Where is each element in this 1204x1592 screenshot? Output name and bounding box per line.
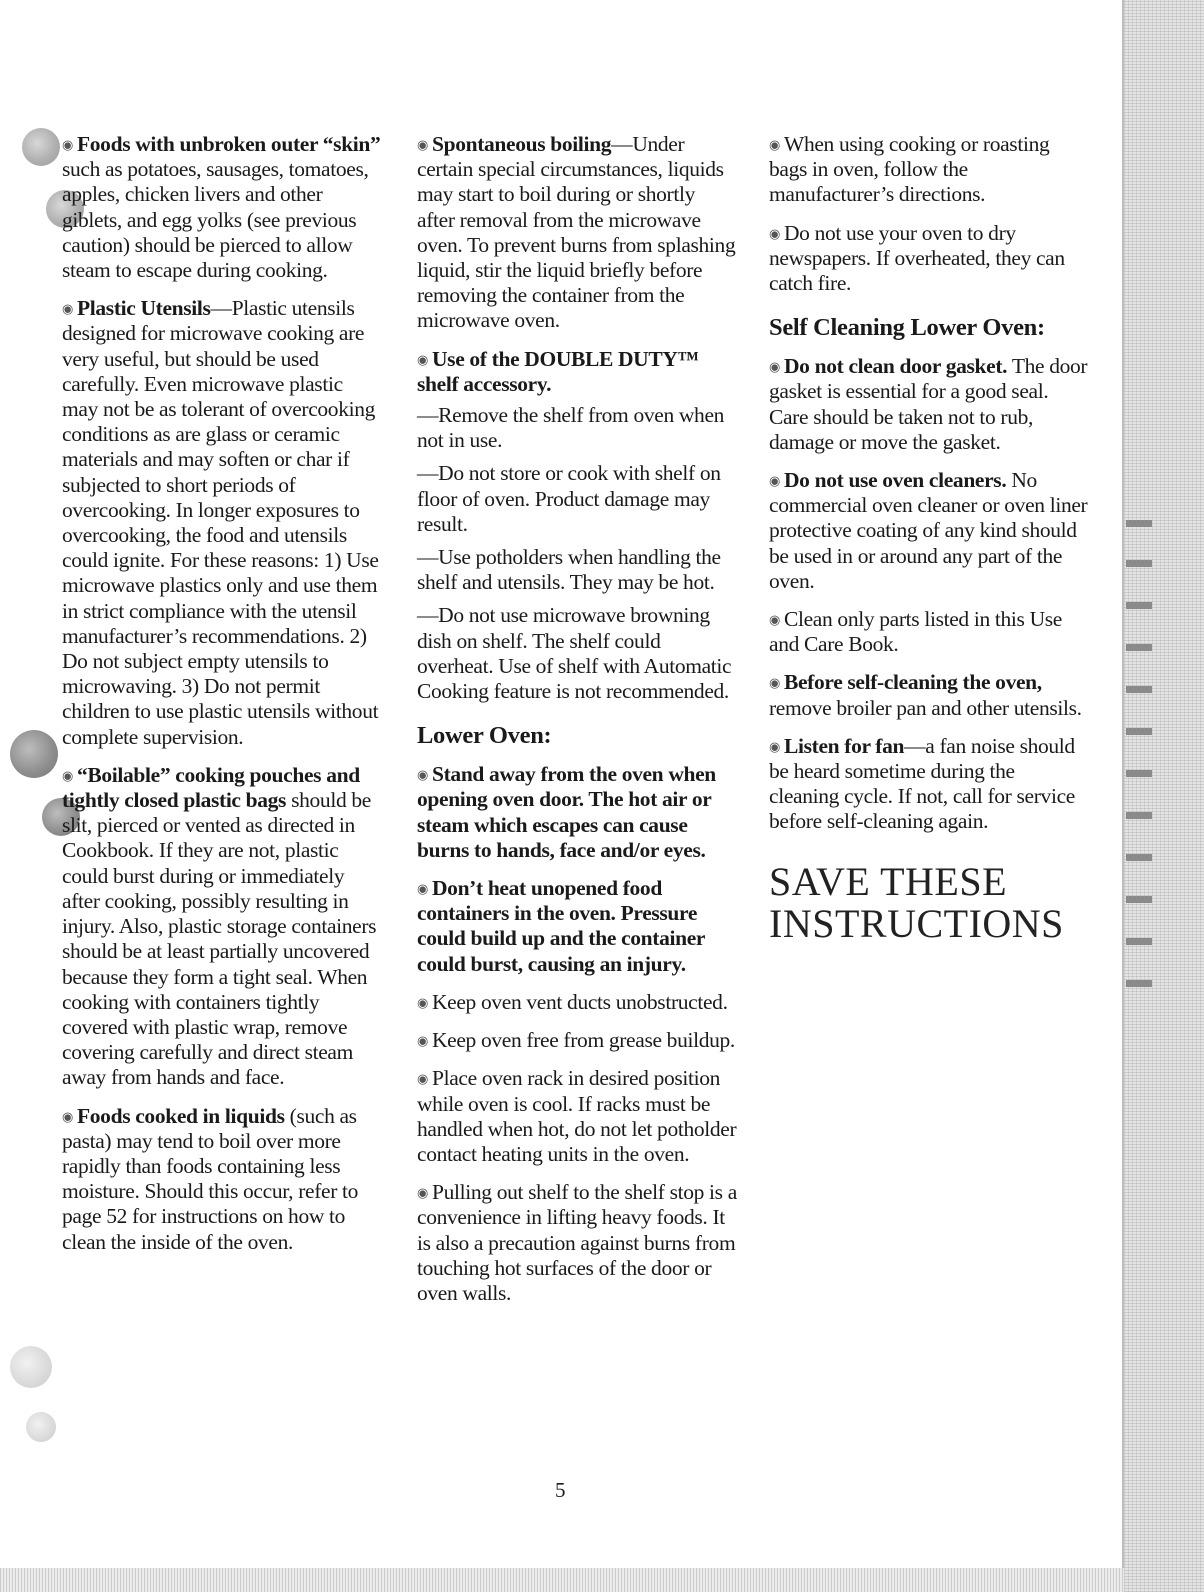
warning-text: Stand away from the oven when opening oven door. The hot air or steam which escapes can cause burns to hands, face and/or eyes. <box>417 762 716 862</box>
paragraph-lead: Do not use oven cleaners. <box>784 468 1007 493</box>
column-middle <box>417 132 737 1319</box>
paragraph <box>417 1180 737 1306</box>
paragraph <box>769 607 1089 657</box>
paragraph <box>62 763 382 1091</box>
paragraph <box>769 354 1089 455</box>
paragraph-text: Place oven rack in desired position while oven is cool. If racks must be handled when hot, do not let potholder contact heating units in the oven. <box>417 1066 737 1166</box>
page-number: 5 <box>555 1478 566 1502</box>
paragraph-text: Keep oven vent ducts unobstructed. <box>432 989 728 1014</box>
section-heading-self-cleaning: Self Cleaning Lower Oven: <box>769 314 1045 342</box>
paragraph <box>769 670 1089 720</box>
warning-text: Don’t heat unopened food containers in the oven. Pressure could build up and the container could burst, causing an injury. <box>417 876 705 976</box>
paragraph-lead: Before self-cleaning the oven, <box>784 670 1042 695</box>
paragraph-lead: Plastic Utensils <box>77 296 211 321</box>
paragraph-lead: Listen for fan <box>784 733 905 758</box>
shelf-instruction: —Do not use microwave browning dish on shelf. The shelf could overheat. Use of shelf with Automatic Cooking feature is not recommended. <box>417 603 732 704</box>
bullet-icon: ◉ <box>769 738 780 754</box>
bullet-icon: ◉ <box>417 351 428 367</box>
paragraph <box>62 1104 382 1255</box>
paragraph-lead: Foods cooked in liquids <box>77 1103 285 1128</box>
paragraph <box>417 1066 737 1167</box>
paragraph <box>769 132 1089 208</box>
bullet-icon: ◉ <box>417 1033 428 1049</box>
paragraph-text: Do not use your oven to dry newspapers. If overheated, they can catch fire. <box>769 220 1065 296</box>
binder-hole-mark <box>10 1346 52 1388</box>
paragraph-lead: Do not clean door gasket. <box>784 354 1008 379</box>
paragraph <box>62 132 382 283</box>
paragraph-lead: Spontaneous boiling <box>432 132 612 156</box>
paragraph-text: —a fan noise should be heard sometime during the cleaning cycle. If not, call for service before self-cleaning again. <box>769 733 1075 834</box>
bullet-icon: ◉ <box>62 1108 73 1124</box>
paragraph-text: Keep oven free from grease buildup. <box>432 1028 735 1053</box>
bullet-icon: ◉ <box>417 994 428 1010</box>
paragraph-text: (such as pasta) may tend to boil over more rapidly than foods containing less moisture. Should this occur, refer to page 52 for instructions on how to clean the inside of the oven. <box>62 1103 359 1254</box>
paragraph-lead: Use of the DOUBLE DUTY™ shelf accessory. <box>417 346 699 396</box>
paragraph <box>769 734 1089 835</box>
bullet-icon: ◉ <box>769 359 780 375</box>
shelf-instruction: —Do not store or cook with shelf on floor of oven. Product damage may result. <box>417 461 721 536</box>
paragraph-text: remove broiler pan and other utensils. <box>769 695 1082 720</box>
bullet-icon: ◉ <box>769 225 780 241</box>
paragraph <box>417 990 737 1015</box>
paragraph <box>769 221 1089 297</box>
shelf-instruction: —Remove the shelf from oven when not in use. <box>417 403 725 453</box>
index-tab-marks <box>1126 520 1166 1000</box>
bullet-icon: ◉ <box>769 473 780 489</box>
bullet-icon: ◉ <box>62 137 73 152</box>
column-left <box>62 132 382 1268</box>
paragraph-text: Pulling out shelf to the shelf stop is a convenience in lifting heavy foods. It is also a precaution against burns from touching hot surfaces of the door or oven walls. <box>417 1180 737 1305</box>
paragraph-text: —Under certain special circumstances, liquids may start to boil during or shortly after removal from the microwave oven. To prevent burns from splashing liquid, stir the liquid briefly before removing the container from the microwave oven. <box>417 132 736 333</box>
bullet-icon: ◉ <box>769 137 780 152</box>
paragraph-lead: “Boilable” cooking pouches and tightly closed plastic bags <box>62 762 360 813</box>
binder-hole-mark <box>26 1412 56 1442</box>
paragraph-text: such as potatoes, sausages, tomatoes, apples, chicken livers and other giblets, and egg yolks (see previous caution) should be pierced to allow steam to escape during cooking. <box>62 157 369 283</box>
column-right <box>769 132 1089 945</box>
warning-paragraph <box>417 876 737 977</box>
save-instructions-heading <box>769 858 1089 946</box>
bullet-icon: ◉ <box>417 1071 428 1087</box>
bullet-icon: ◉ <box>62 301 73 317</box>
scan-bottom-edge <box>0 1568 1124 1592</box>
save-heading-line: SAVE THESE <box>769 858 1008 904</box>
warning-paragraph <box>417 762 737 863</box>
paragraph-text: When using cooking or roasting bags in oven, follow the manufacturer’s directions. <box>769 132 1050 207</box>
binder-hole-mark <box>10 730 58 778</box>
paragraph <box>769 468 1089 594</box>
paragraph <box>417 1028 737 1053</box>
paragraph <box>62 296 382 750</box>
bullet-icon: ◉ <box>62 767 73 783</box>
section-heading-lower-oven: Lower Oven: <box>417 722 552 750</box>
paragraph-text: should be slit, pierced or vented as directed in Cookbook. If they are not, plastic could burst during or immediately after cooking, possibly resulting in injury. Also, plastic storage containers should be at least partially uncovered because they form a tight seal. When cooking with containers tightly covered with plastic wrap, remove covering carefully and direct steam away from hands and face. <box>62 788 377 1090</box>
paragraph-text: —Plastic utensils designed for microwave cooking are very useful, but should be used carefully. Even microwave plastic may not be as tolerant of overcooking conditions as are glass or ceramic materials and may soften or char if subjected to short periods of overcooking. In longer exposures to overcooking, the food and utensils could ignite. For these reasons: 1) Use microwave plastics only and use them in strict compliance with the utensil manufacturer’s recommendations. 2) Do not subject empty utensils to microwaving. 3) Do not permit children to use plastic utensils without complete supervision. <box>62 296 379 749</box>
paragraph <box>417 347 737 397</box>
paragraph-text: Clean only parts listed in this Use and Care Book. <box>769 607 1062 657</box>
paragraph-text: No commercial oven cleaner or oven liner protective coating of any kind should be used in or around any part of the oven. <box>769 468 1088 593</box>
bullet-icon: ◉ <box>769 675 780 691</box>
paragraph <box>417 132 737 334</box>
bullet-icon: ◉ <box>417 1185 428 1201</box>
save-heading-line: INSTRUCTIONS <box>769 900 1064 946</box>
bullet-icon: ◉ <box>417 137 428 152</box>
bullet-icon: ◉ <box>417 767 428 783</box>
bullet-icon: ◉ <box>769 612 780 628</box>
shelf-instruction: —Use potholders when handling the shelf and utensils. They may be hot. <box>417 545 721 595</box>
paragraph-lead: Foods with unbroken outer “skin” <box>77 132 381 156</box>
paragraph-text: The door gasket is essential for a good seal. Care should be taken not to rub, damage or move the gasket. <box>769 354 1088 454</box>
bullet-icon: ◉ <box>417 881 428 897</box>
binder-hole-mark <box>22 128 60 166</box>
